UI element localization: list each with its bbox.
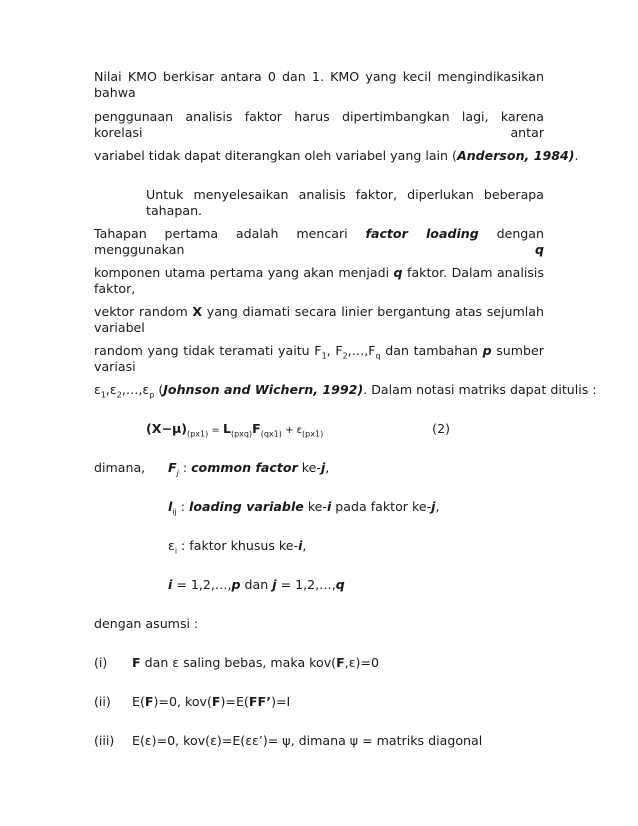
definition-2 (168, 499, 544, 515)
symbol: F (336, 655, 345, 670)
text: . Dalam notasi matriks dapat ditulis : (363, 382, 597, 397)
text: dimana, (94, 460, 146, 475)
list-label: (i) (94, 655, 108, 670)
paragraph1-line2 (94, 109, 544, 141)
text: sumber variasi (94, 343, 544, 374)
paragraph2-line3 (94, 265, 544, 297)
definition-3 (168, 538, 544, 554)
paragraph1-line3 (94, 148, 579, 164)
symbol: p (482, 343, 492, 358)
term: common factor (191, 460, 298, 475)
symbol: F (252, 421, 261, 436)
text: dan ε saling bebas, maka kov( (140, 655, 337, 670)
text: , (302, 538, 307, 553)
citation: Johnson and Wichern, 1992) (163, 382, 364, 397)
subscript: 1 (321, 351, 327, 361)
subscript: 2 (116, 390, 122, 400)
text: dengan asumsi : (94, 616, 199, 631)
assumption-3-text: E(ε)=0, kov(ε)=E(εε’)= ψ, dimana ψ = matriks diagonal (132, 733, 483, 748)
text: komponen utama pertama yang akan menjadi (94, 265, 394, 280)
symbol: j (431, 499, 436, 514)
equation-number: (2) (432, 421, 450, 436)
text: vektor random (94, 304, 193, 319)
text: , (325, 460, 330, 475)
text: ke- (303, 499, 327, 514)
symbol: F (132, 655, 141, 670)
text: : faktor khusus ke- (177, 538, 299, 553)
text: Tahapan pertama adalah mencari (94, 226, 366, 241)
text: ,…,ε (121, 382, 150, 397)
subscript: j (176, 468, 179, 478)
symbol: p (231, 577, 241, 592)
definitions-line1 (94, 460, 544, 476)
equation-2 (146, 421, 544, 439)
text: variabel tidak dapat diterangkan oleh variabel yang lain ( (94, 148, 457, 163)
term: factor loading (365, 226, 479, 241)
symbol: F (144, 694, 154, 709)
subscript: (pxq) (230, 429, 253, 439)
symbol: q (335, 577, 345, 592)
text: . (574, 148, 579, 163)
text: + ε (281, 425, 303, 436)
text: Untuk menyelesaikan analisis faktor, diperlukan beberapa tahapan. (146, 187, 544, 218)
subscript: (px1) (187, 429, 209, 439)
symbol: F (211, 694, 221, 709)
paragraph1-line1 (94, 69, 544, 101)
text: : (176, 499, 190, 514)
text: penggunaan analisis faktor harus dipertimbangkan lagi, karena korelasi antar (94, 109, 544, 140)
symbol: ε (168, 538, 175, 553)
subscript: p (149, 390, 155, 400)
symbol: FF’ (248, 694, 272, 709)
text: )=0, kov( (153, 694, 212, 709)
subscript: (px1) (302, 429, 324, 439)
text: ke- (297, 460, 321, 475)
text: ( (154, 382, 164, 397)
symbol: q (393, 265, 403, 280)
text: dan tambahan (380, 343, 483, 358)
paragraph2-line6 (94, 382, 597, 400)
text: yang diamati secara linier bergantung atas sejumlah variabel (94, 304, 544, 335)
text: faktor. Dalam analisis faktor, (94, 265, 544, 296)
subscript: (qx1) (260, 429, 282, 439)
text: = 1,2,…, (172, 577, 232, 592)
equals: = (208, 425, 223, 436)
definition-1 (168, 460, 329, 476)
text: Nilai KMO berkisar antara 0 dan 1. KMO yang kecil mengindikasikan bahwa (94, 69, 544, 100)
symbol: L (222, 421, 231, 436)
text: : (178, 460, 192, 475)
paragraph2-line2 (94, 226, 544, 258)
paragraph2-line1 (146, 187, 544, 219)
subscript: 2 (342, 351, 348, 361)
symbol: j (272, 577, 277, 592)
symbol: j (320, 460, 326, 475)
definition-4 (168, 577, 544, 593)
symbol: q (534, 242, 544, 257)
text: , (435, 499, 440, 514)
assumption-2 (94, 694, 544, 710)
text: ,ε (105, 382, 117, 397)
text: = 1,2,…, (276, 577, 336, 592)
text: random yang tidak teramati yaitu F (94, 343, 322, 358)
text: pada faktor ke- (331, 499, 432, 514)
text: )=I (271, 694, 291, 709)
text: ,ε)=0 (344, 655, 379, 670)
paragraph2-line4 (94, 304, 544, 336)
subscript: ij (172, 507, 177, 517)
symbol: X (192, 304, 203, 319)
symbol: ε (94, 382, 101, 397)
text: , F (326, 343, 343, 358)
symbol: i (326, 499, 332, 514)
text: dengan menggunakan (94, 226, 544, 257)
list-label: (ii) (94, 694, 111, 709)
list-label: (iii) (94, 733, 115, 748)
term: loading variable (189, 499, 304, 514)
assumption-1-text (132, 655, 379, 671)
symbol: l (168, 499, 173, 514)
subscript: q (375, 351, 381, 361)
symbol: F (168, 460, 177, 475)
subscript: 1 (100, 390, 106, 400)
assumptions-intro (94, 616, 544, 632)
symbol: i (168, 577, 173, 592)
equation-lhs: (X−μ) (146, 421, 188, 436)
text: ,…,F (347, 343, 376, 358)
text: E( (132, 694, 145, 709)
paragraph2-line5 (94, 343, 544, 375)
symbol: i (298, 538, 303, 553)
citation: Anderson, 1984) (456, 148, 575, 163)
assumption-1 (94, 655, 544, 671)
assumption-2-text (132, 694, 290, 710)
subscript: i (174, 546, 178, 556)
text: )=E( (220, 694, 249, 709)
text: dan (240, 577, 273, 592)
assumption-3 (94, 733, 544, 749)
